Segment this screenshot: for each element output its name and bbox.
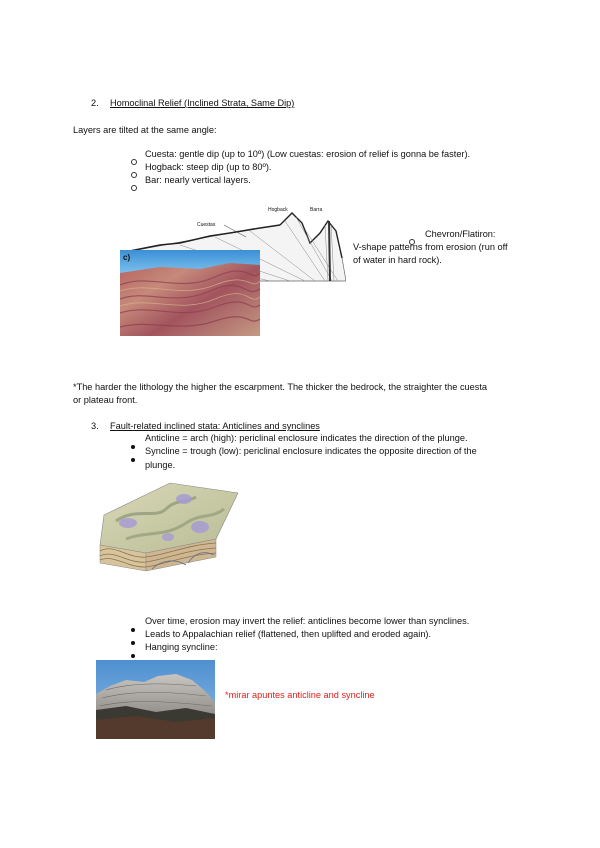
- section-3-number: 3.: [91, 421, 99, 431]
- section-2-heading: Homoclinal Relief (Inclined Strata, Same Dip): [110, 98, 295, 108]
- bullet-hanging-syncline: Hanging syncline:: [145, 642, 218, 652]
- section-3-heading: Fault-related inclined stata: Anticlines and synclines: [110, 421, 320, 431]
- chevron-line-2: of water in hard rock).: [353, 255, 442, 265]
- photo-note: *mirar apuntes anticline and syncline: [225, 690, 375, 700]
- chevron-line-1: V-shape patterns from erosion (run off: [353, 242, 508, 252]
- note-line-1: *The harder the lithology the higher the escarpment. The thicker the bedrock, the straighter the cuesta: [73, 382, 488, 392]
- hanging-syncline-photo: [96, 660, 215, 739]
- bullet-appalachian: Leads to Appalachian relief (flattened, then uplifted and eroded again).: [145, 629, 432, 639]
- bullet-syncline-cont: plunge.: [145, 460, 176, 470]
- bullet-erosion: Over time, erosion may invert the relief: anticlines become lower than synclines.: [145, 616, 470, 626]
- figure-panel-label: c): [123, 253, 131, 262]
- chevron-title: Chevron/Flatiron:: [425, 229, 496, 239]
- bullet-cuesta: Cuesta: gentle dip (up to 10º) (Low cuestas: erosion of relief is gonna be faster).: [145, 149, 471, 159]
- bullet-syncline: Syncline = trough (low): periclinal enclosure indicates the opposite direction of the: [145, 446, 477, 456]
- hogback-label: Hogback: [268, 207, 288, 213]
- bullet-hogback: Hogback: steep dip (up to 80º).: [145, 162, 272, 172]
- section-2-intro: Layers are tilted at the same angle:: [73, 125, 217, 135]
- note-line-2: or plateau front.: [73, 395, 138, 405]
- fold-block-diagram: [96, 479, 242, 575]
- homoclinal-figure: [120, 203, 346, 338]
- section-2-number: 2.: [91, 98, 99, 108]
- bullet-anticline: Anticline = arch (high): periclinal enclosure indicates the direction of the plunge.: [145, 433, 468, 443]
- bullet-bar: Bar: nearly vertical layers.: [145, 175, 251, 185]
- barra-label: Barra: [310, 207, 323, 213]
- bullet-dot-icon: [131, 449, 135, 467]
- bullet-circle-icon: [131, 178, 137, 196]
- cuestas-label: Cuestas: [197, 222, 216, 228]
